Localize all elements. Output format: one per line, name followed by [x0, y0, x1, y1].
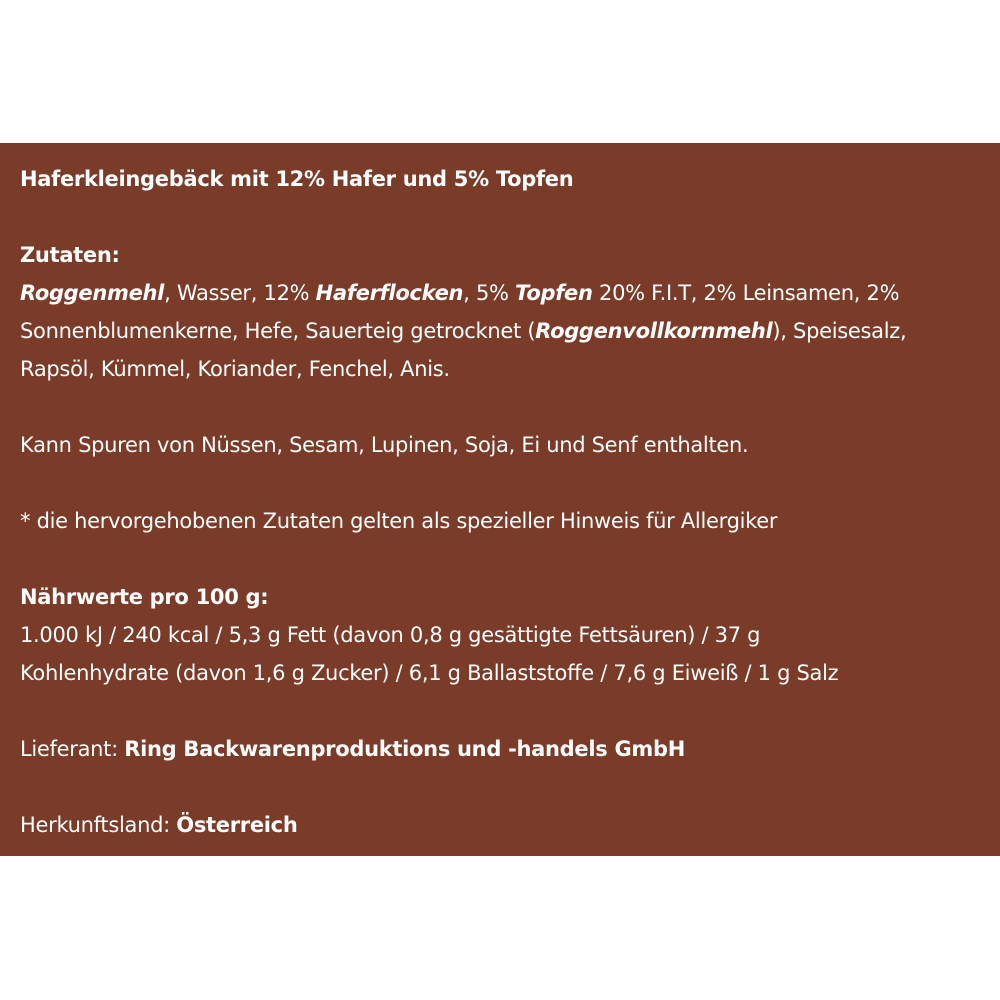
origin-line: [20, 806, 1000, 844]
product-info-panel: [0, 143, 1000, 856]
ingredients-line-3: Rapsöl, Kümmel, Koriander, Fenchel, Anis.: [20, 357, 450, 381]
spacer: [20, 692, 1000, 730]
supplier-line: [20, 730, 1000, 768]
allergen-ingredient: Roggenvollkornmehl: [535, 319, 773, 343]
ingredient-text: ), Speisesalz,: [772, 319, 907, 343]
allergen-note: * die hervorgehobenen Zutaten gelten als spezieller Hinweis für Allergiker: [20, 509, 778, 533]
allergen-ingredient: Topfen: [515, 281, 593, 305]
ingredient-text: , Wasser, 12%: [164, 281, 316, 305]
product-title: Haferkleingebäck mit 12% Hafer und 5% Topfen: [20, 167, 574, 191]
spacer: [20, 540, 1000, 578]
ingredients-line-2: [20, 312, 1000, 350]
ingredients-line-1: [20, 274, 1000, 312]
allergen-ingredient: Roggenmehl: [20, 281, 165, 305]
supplier-value: Ring Backwarenproduktions und -handels GmbH: [124, 737, 685, 761]
spacer: [20, 198, 1000, 236]
ingredient-text: , 5%: [463, 281, 516, 305]
supplier-label: Lieferant:: [20, 737, 125, 761]
nutrition-line-2: Kohlenhydrate (davon 1,6 g Zucker) / 6,1 g Ballaststoffe / 7,6 g Eiweiß / 1 g Salz: [20, 661, 839, 685]
ingredient-text: 20% F.I.T, 2% Leinsamen, 2%: [592, 281, 900, 305]
nutrition-heading: Nährwerte pro 100 g:: [20, 585, 269, 609]
origin-label: Herkunftsland:: [20, 813, 177, 837]
nutrition-line-1: 1.000 kJ / 240 kcal / 5,3 g Fett (davon 0,8 g gesättigte Fettsäuren) / 37 g: [20, 623, 761, 647]
traces-notice: Kann Spuren von Nüssen, Sesam, Lupinen, Soja, Ei und Senf enthalten.: [20, 433, 749, 457]
spacer: [20, 388, 1000, 426]
origin-value: Österreich: [176, 813, 298, 837]
spacer: [20, 768, 1000, 806]
allergen-ingredient: Haferflocken: [315, 281, 464, 305]
spacer: [20, 464, 1000, 502]
ingredients-heading: Zutaten:: [20, 243, 120, 267]
ingredient-text: Sonnenblumenkerne, Hefe, Sauerteig getrocknet (: [20, 319, 536, 343]
